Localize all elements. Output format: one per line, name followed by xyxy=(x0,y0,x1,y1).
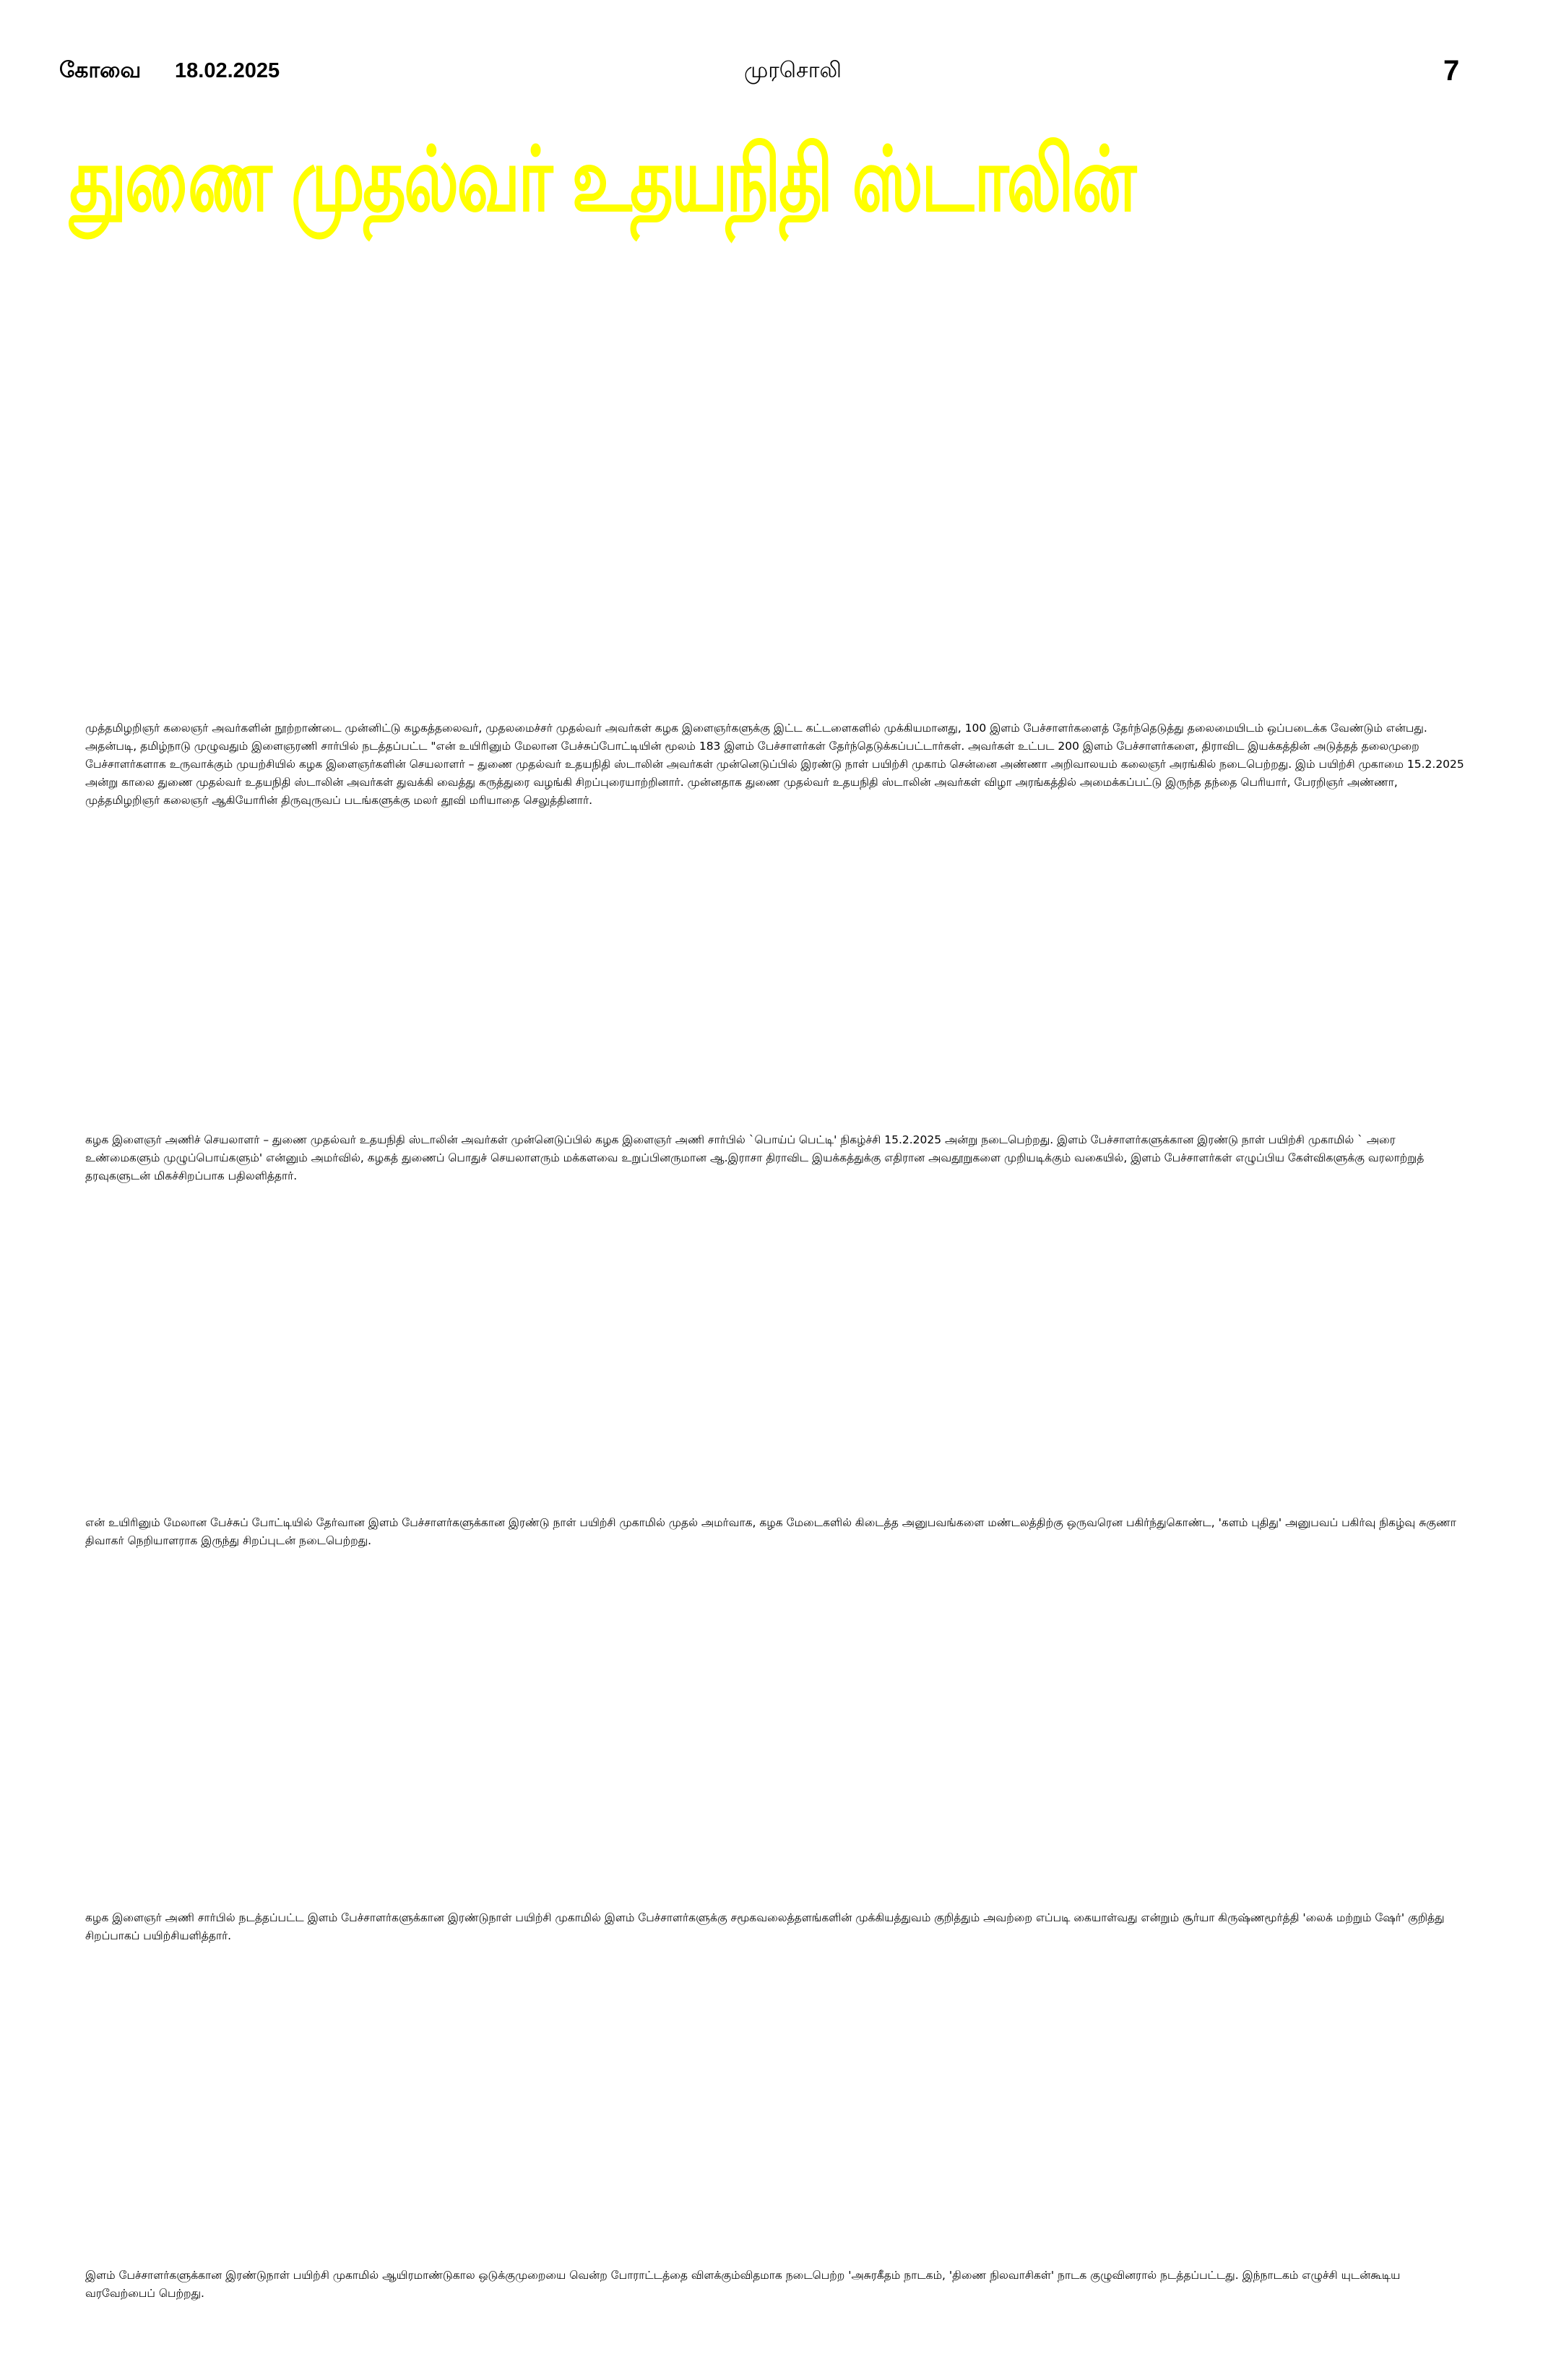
page-header xyxy=(0,55,1543,101)
page-headline: துணை முதல்வர் உதயநிதி ஸ்டாலின் xyxy=(69,127,1135,232)
edition-city: கோவை xyxy=(59,58,142,83)
photo-caption-asurageetham: இளம் பேச்சாளர்களுக்கான இரண்டுநாள் பயிற்சி முகாமில் ஆயிரமாண்டுகால ஒடுக்குமுறையை வென்ற போராட்டத்தை விளக்கும்விதமாக நடைபெற்ற 'அசுரகீதம் நாடகம், 'திணை நிலவாசிகள்' நாடக குழுவினரால் நடத்தப்பட்டது. இந்நாடகம் எழுச்சி யுடன்கூடிய வரவேற்பைப் பெற்றது. xyxy=(85,2268,1401,2300)
photo-caption-kalam-puthithu: என் உயிரினும் மேலான பேச்சுப் போட்டியில் தேர்வான இளம் பேச்சாளர்களுக்கான இரண்டு நாள் பயிற்சி முகாமில் முதல் அமர்வாக, கழக மேடைகளில் கிடைத்த அனுபவங்களை மண்டலத்திற்கு ஒருவரென பகிர்ந்துகொண்ட, 'களம் புதிது' அனுபவப் பகிர்வு நிகழ்வு சுகுணா திவாகர் நெறியாளராக இருந்து சிறப்புடன் நடைபெற்றது. xyxy=(85,1515,1456,1547)
page-number: 7 xyxy=(1443,55,1460,87)
newspaper-name: முரசொலி xyxy=(744,58,842,83)
photo-caption-training-inauguration: முத்தமிழறிஞர் கலைஞர் அவர்களின் நூற்றாண்டை முன்னிட்டு கழகத்தலைவர், முதலமைச்சர் முதல்வர் அவர்கள் கழக இளைஞர்களுக்கு இட்ட கட்டளைகளில் முக்கியமானது, 100 இளம் பேச்சாளர்களைத் தேர்ந்தெடுத்து தலைமையிடம் ஒப்படைக்க வேண்டும் என்பது. அதன்படி, தமிழ்நாடு முழுவதும் இளைஞரணி சார்பில் நடத்தப்பட்ட "என் உயிரினும் மேலான பேச்சுப்போட்டியின் மூலம் 183 இளம் பேச்சாளர்கள் தேர்ந்தெடுக்கப்பட்டார்கள். அவர்கள் உட்பட 200 இளம் பேச்சாளர்களை, திராவிட இயக்கத்தின் அடுத்தத் தலைமுறை பேச்சாளர்களாக உருவாக்கும் முயற்சியில் கழக இளைஞர்களின் செயலாளர் – துணை முதல்வர் உதயநிதி ஸ்டாலின் அவர்கள் முன்னெடுப்பில் இரண்டு நாள் பயிற்சி முகாம் சென்னை அண்ணா அறிவாலயம் கலைஞர் அரங்கில் நடைபெற்றது. இம் பயிற்சி முகாமை 15.2.2025 அன்று காலை துணை முதல்வர் உதயநிதி ஸ்டாலின் அவர்கள் துவக்கி வைத்து கருத்துரை வழங்கி சிறப்புரையாற்றினார். முன்னதாக துணை முதல்வர் உதயநிதி ஸ்டாலின் அவர்கள் விழா அரங்கத்தில் அமைக்கப்பட்டு இருந்த தந்தை பெரியார், பேரறிஞர் அண்ணா, முத்தமிழறிஞர் கலைஞர் ஆகியோரின் திருவுருவப் படங்களுக்கு மலர் தூவி மரியாதை செலுத்தினார். xyxy=(85,721,1464,807)
edition-date: 18.02.2025 xyxy=(175,59,280,82)
photo-caption-social-media: கழக இளைஞர் அணி சார்பில் நடத்தப்பட்ட இளம் பேச்சாளர்களுக்கான இரண்டுநாள் பயிற்சி முகாமில் இளம் பேச்சாளர்களுக்கு சமூகவலைத்தளங்களின் முக்கியத்துவம் குறித்தும் அவற்றை எப்படி கையாள்வது என்றும் சூர்யா கிருஷ்ணமூர்த்தி 'லைக் மற்றும் ஷேர்' குறித்து சிறப்பாகப் பயிற்சியளித்தார். xyxy=(85,1911,1445,1942)
photo-caption-poi-petti: கழக இளைஞர் அணிச் செயலாளர் – துணை முதல்வர் உதயநிதி ஸ்டாலின் அவர்கள் முன்னெடுப்பில் கழக இளைஞர் அணி சார்பில் `பொய்ப் பெட்டி' நிகழ்ச்சி 15.2.2025 அன்று நடைபெற்றது. இளம் பேச்சாளர்களுக்கான இரண்டு நாள் பயிற்சி முகாமில் ` அரை உண்மைகளும் முழுப்பொய்களும்' என்னும் அமர்வில், கழகத் துணைப் பொதுச் செயலாளரும் மக்களவை உறுப்பினருமான ஆ.இராசா திராவிட இயக்கத்துக்கு எதிரான அவதூறுகளை முறியடிக்கும் வகையில், இளம் பேச்சாளர்கள் எழுப்பிய கேள்விகளுக்கு வரலாற்றுத் தரவுகளுடன் மிகச்சிறப்பாக பதிலளித்தார். xyxy=(85,1133,1425,1182)
